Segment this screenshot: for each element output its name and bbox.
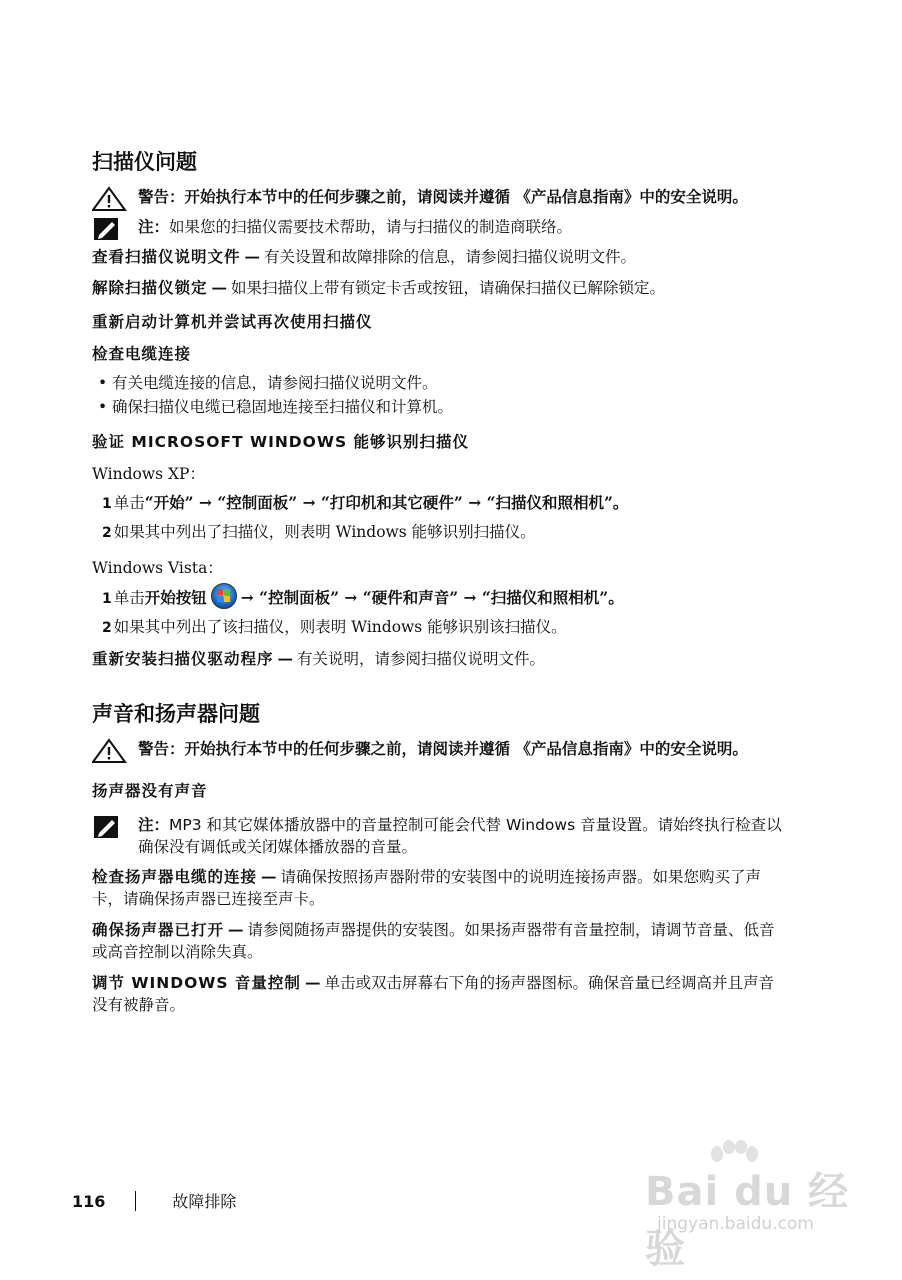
- page-number: 116: [72, 1192, 106, 1211]
- scanner-section-title: 扫描仪问题: [92, 150, 197, 174]
- scanner-note: [92, 216, 782, 238]
- footer-section: 故障排除: [172, 1192, 237, 1211]
- vista-steps: [92, 583, 782, 642]
- step-item: [92, 613, 782, 642]
- dash: —: [304, 973, 321, 992]
- dash: —: [228, 920, 244, 939]
- xp-label: Windows XP：: [92, 465, 205, 483]
- step-number: 2: [102, 620, 112, 636]
- list-item-text: 确保扫描仪电缆已稳固地连接至扫描仪和计算机。: [112, 398, 454, 416]
- verify-heading: 验证 MICROSOFT WINDOWS 能够识别扫描仪: [92, 433, 470, 451]
- note-pencil-icon: [92, 216, 128, 242]
- scanner-unlock-para: [92, 277, 782, 299]
- step-path: “开始” → “控制面板” → “打印机和其它硬件” → “扫描仪和照相机”。: [144, 493, 629, 512]
- dash: —: [244, 247, 261, 266]
- scanner-docs-lead: 查看扫描仪说明文件: [92, 248, 241, 266]
- list-item: [92, 371, 782, 395]
- step-number: 1: [102, 496, 112, 512]
- sound-note: [92, 814, 782, 858]
- step-path: → “控制面板” → “硬件和声音” → “扫描仪和照相机”。: [240, 588, 624, 607]
- scanner-warning: [92, 186, 782, 208]
- scanner-note-label: 注：: [138, 218, 170, 236]
- step-number: 2: [102, 525, 112, 541]
- speaker-cable-text: 请确保按照扬声器附带的安装图中的说明连接扬声器。如果您购买了声卡，请确保扬声器已连接至声卡。: [92, 868, 762, 908]
- note-pencil-icon: [92, 814, 128, 840]
- watermark-brand: Bai du 经验: [645, 1169, 850, 1272]
- cable-heading: 检查电缆连接: [92, 345, 192, 363]
- sound-warning-text: 警告：开始执行本节中的任何步骤之前，请阅读并遵循 《产品信息指南》中的安全说明。: [138, 740, 748, 758]
- scanner-docs-text: 有关设置和故障排除的信息，请参阅扫描仪说明文件。: [264, 248, 637, 266]
- scanner-unlock-text: 如果扫描仪上带有锁定卡舌或按钮，请确保扫描仪已解除锁定。: [231, 279, 666, 297]
- reinstall-para: [92, 648, 782, 670]
- scanner-unlock-lead: 解除扫描仪锁定: [92, 279, 208, 297]
- bullet-dot: •: [98, 374, 108, 392]
- reinstall-text: 有关说明，请参阅扫描仪说明文件。: [297, 650, 546, 668]
- volume-para: [92, 972, 782, 1016]
- sound-note-label: 注：: [138, 816, 170, 834]
- scanner-warning-text: 警告：开始执行本节中的任何步骤之前，请阅读并遵循 《产品信息指南》中的安全说明。: [138, 188, 748, 206]
- dash: —: [211, 278, 228, 297]
- cable-list: [92, 371, 782, 419]
- step-pre: 单击: [113, 494, 145, 512]
- step-item: [92, 518, 782, 547]
- speaker-cable-lead: 检查扬声器电缆的连接: [92, 868, 258, 886]
- sound-section-title: 声音和扬声器问题: [92, 702, 260, 726]
- step-item: [92, 583, 782, 613]
- baidu-watermark: [645, 1140, 860, 1272]
- start-button-label: 开始按钮: [144, 588, 207, 607]
- step-pre: 单击: [113, 589, 145, 607]
- no-sound-heading: 扬声器没有声音: [92, 782, 208, 800]
- step-text: 如果其中列出了该扫描仪，则表明 Windows 能够识别该扫描仪。: [113, 618, 567, 636]
- page-footer: [72, 1190, 236, 1214]
- list-item: [92, 395, 782, 419]
- warning-triangle-icon: [92, 186, 128, 212]
- sound-warning: [92, 738, 782, 760]
- bullet-dot: •: [98, 398, 108, 416]
- page-content: [92, 148, 782, 1025]
- footer-divider: [135, 1191, 136, 1211]
- scanner-docs-para: [92, 246, 782, 268]
- step-text: 如果其中列出了扫描仪，则表明 Windows 能够识别扫描仪。: [113, 523, 536, 541]
- volume-lead: 调节 WINDOWS 音量控制: [92, 974, 301, 992]
- dash: —: [277, 649, 294, 668]
- step-item: [92, 489, 782, 518]
- volume-text: 单击或双击屏幕右下角的扬声器图标。确保音量已经调高并且声音没有被静音。: [92, 974, 774, 1014]
- scanner-note-text: 如果您的扫描仪需要技术帮助，请与扫描仪的制造商联络。: [169, 218, 573, 236]
- xp-steps: [92, 489, 782, 547]
- step-number: 1: [102, 591, 112, 607]
- reinstall-lead: 重新安装扫描仪驱动程序: [92, 650, 274, 668]
- dash: —: [261, 867, 277, 886]
- watermark-url: jingyan.baidu.com: [657, 1214, 814, 1234]
- speaker-on-lead: 确保扬声器已打开: [92, 921, 225, 939]
- windows-start-orb-icon: [211, 583, 237, 609]
- speaker-cable-para: [92, 866, 782, 910]
- sound-note-text: MP3 和其它媒体播放器中的音量控制可能会代替 Windows 音量设置。请始终执行检查以确保没有调低或关闭媒体播放器的音量。: [138, 816, 782, 856]
- list-item-text: 有关电缆连接的信息，请参阅扫描仪说明文件。: [112, 374, 438, 392]
- warning-triangle-icon: [92, 738, 128, 764]
- vista-label: Windows Vista：: [92, 559, 223, 577]
- restart-heading: 重新启动计算机并尝试再次使用扫描仪: [92, 313, 373, 331]
- speaker-on-para: [92, 919, 782, 963]
- speaker-on-text: 请参阅随扬声器提供的安装图。如果扬声器带有音量控制，请调节音量、低音或高音控制以消除失真。: [92, 921, 775, 961]
